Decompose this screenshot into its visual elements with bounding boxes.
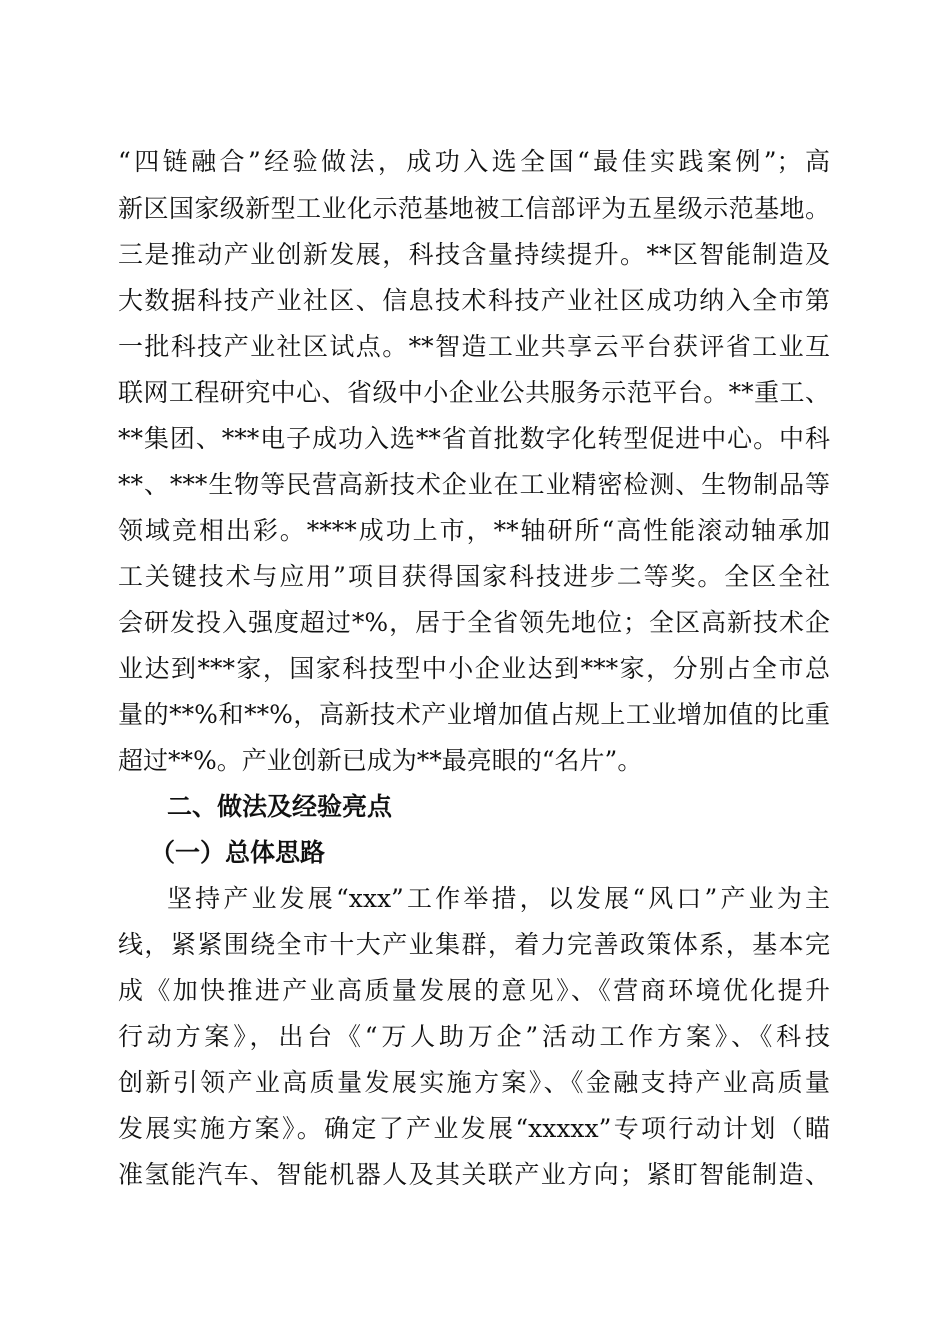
section-heading: 二、做法及经验亮点: [167, 792, 393, 821]
text-line: 新区国家级新型工业化示范基地被工信部评为五星级示范基地。: [118, 194, 830, 223]
text-line: 创新引领产业高质量发展实施方案》、《金融支持产业高质量: [118, 1068, 830, 1097]
text-line: **集团、***电子成功入选**省首批数字化转型促进中心。中科: [118, 424, 830, 453]
text-line: 会研发投入强度超过*%，居于全省领先地位；全区高新技术企: [118, 608, 830, 637]
subsection-heading: （一）总体思路: [150, 838, 326, 867]
text-line: “四链融合”经验做法，成功入选全国“最佳实践案例”；高: [118, 147, 830, 176]
text-line: 行动方案》，出台《“万人助万企”活动工作方案》、《科技: [118, 1022, 830, 1051]
text-line: 一批科技产业社区试点。**智造工业共享云平台获评省工业互: [118, 332, 830, 361]
text-line: 工关键技术与应用”项目获得国家科技进步二等奖。全区全社: [118, 562, 830, 591]
text-line: 坚持产业发展“xxx”工作举措，以发展“风口”产业为主: [167, 884, 830, 913]
text-line: 成《加快推进产业高质量发展的意见》、《营商环境优化提升: [118, 976, 830, 1005]
text-line: 三是推动产业创新发展，科技含量持续提升。**区智能制造及: [118, 240, 830, 269]
text-line: 量的**%和**%，高新技术产业增加值占规上工业增加值的比重: [118, 700, 830, 729]
text-line: 超过**%。产业创新已成为**最亮眼的“名片”。: [118, 746, 643, 775]
text-line: 领域竞相出彩。****成功上市，**轴研所“高性能滚动轴承加: [118, 516, 830, 545]
text-line: 大数据科技产业社区、信息技术科技产业社区成功纳入全市第: [118, 286, 830, 315]
text-line: 线，紧紧围绕全市十大产业集群，着力完善政策体系，基本完: [118, 930, 830, 959]
text-line: 准氢能汽车、智能机器人及其关联产业方向；紧盯智能制造、: [118, 1160, 830, 1189]
text-line: 联网工程研究中心、省级中小企业公共服务示范平台。**重工、: [118, 378, 830, 407]
text-line: 业达到***家，国家科技型中小企业达到***家，分别占全市总: [118, 654, 830, 683]
text-line: **、***生物等民营高新技术企业在工业精密检测、生物制品等: [118, 470, 830, 499]
text-line: 发展实施方案》。确定了产业发展“xxxxx”专项行动计划（瞄: [118, 1114, 830, 1143]
